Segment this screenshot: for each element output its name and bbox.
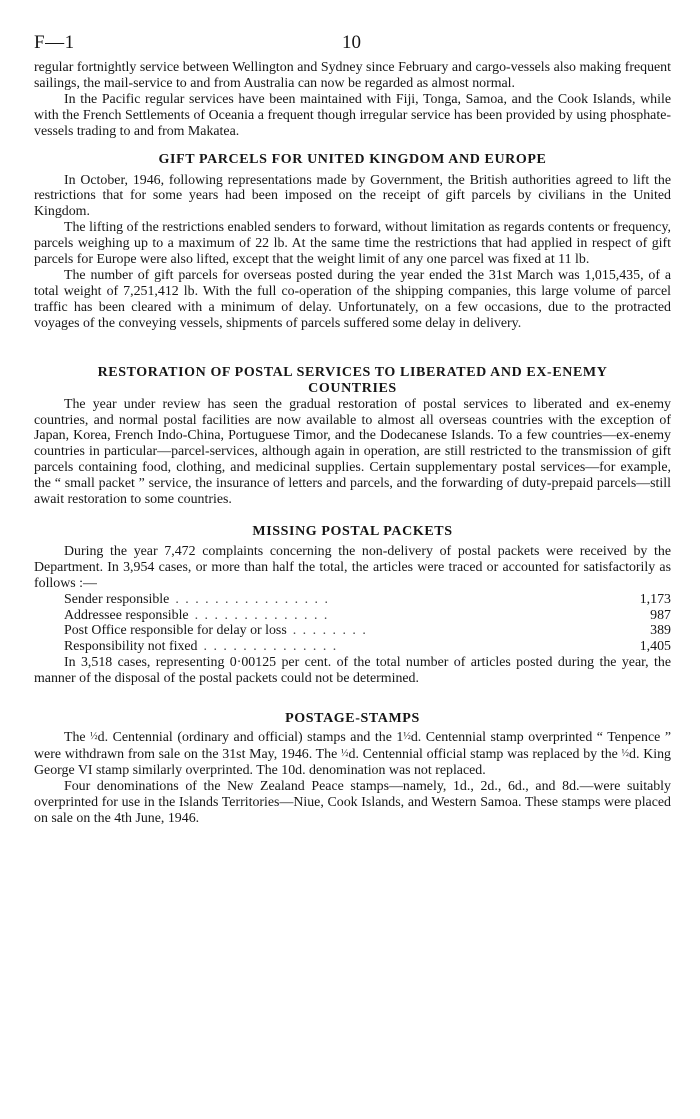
- list-item: [64, 592, 671, 608]
- item-value: 389: [650, 623, 671, 639]
- paragraph: The lifting of the restrictions enabled senders to forward, without limitation as regards contents or frequency, parcels weighing up to a maximum of 22 lb. At the same time the restrictions that had applied in respect of gift parcels for Europe were also lifted, except that the weight limit of any one parcel was fixed at 11 lb.: [34, 220, 671, 268]
- text-run: d. King George VI stamp similarly overprinted. The 10d. denomination was not replaced.: [34, 747, 671, 778]
- item-value: 987: [650, 607, 671, 623]
- section-heading-postage-stamps: POSTAGE-STAMPS: [285, 711, 420, 727]
- heading-line: COUNTRIES: [308, 380, 397, 396]
- paragraph: In October, 1946, following representations made by Government, the British authorities agreed to lift the restrictions that for some years had been imposed on the receipt of gift parcels by civilians in the United Kingdom.: [34, 172, 671, 220]
- fraction-half: ½: [90, 731, 98, 743]
- paragraph: In the Pacific regular services have been maintained with Fiji, Tonga, Samoa, and the Cook Islands, while with the French Settlements of Oceania a frequent though irregular service has been provided by using phosphate-vessels trading to and from Makatea.: [34, 91, 671, 139]
- paragraph: During the year 7,472 complaints concerning the non-delivery of postal packets were received by the Department. In 3,954 cases, or more than half the total, the articles were traced or accounted for satisfactorily as follows :—: [34, 543, 671, 591]
- list-item: [64, 639, 671, 655]
- list-item: [64, 623, 671, 639]
- item-label: Sender responsible: [64, 591, 170, 607]
- paragraph: regular fortnightly service between Wellington and Sydney since February and cargo-vessels also making frequent sailings, the mail-service to and from Australia can now be regarded as almost normal.: [34, 60, 671, 91]
- page-header: [34, 0, 671, 60]
- paragraph: The year under review has seen the gradual restoration of postal services to liberated and ex-enemy countries, and normal postal facilities are now available to almost all overseas countries with the exception of Japan, Korea, French Indo-China, Portuguese Timor, and the Dodecanese Islands. To a few countries—ex-enemy countries in particular—parcel-services, although again in operation, are still restricted to the transmission of gift parcels containing food, clothing, and medicinal supplies. Certain supplementary postal services—for example, the “ small packet ” service, the insurance of letters and parcels, and the forwarding of duty-prepaid parcels—still await restoration to some countries.: [34, 396, 671, 508]
- leader-dots: . . . . . . . . . . . . . .: [194, 607, 329, 623]
- paragraph: In 3,518 cases, representing 0·00125 per cent. of the total number of articles posted during the year, the manner of the disposal of the postal packets could not be determined.: [34, 655, 671, 687]
- page-number: 10: [342, 32, 361, 53]
- paragraph: [34, 729, 671, 779]
- fraction-half: ½: [341, 748, 349, 759]
- item-label: Addressee responsible: [64, 607, 189, 623]
- text-run: d. Centennial (ordinary and official) stamps and the 1: [97, 730, 404, 746]
- document-reference: F—1: [34, 32, 75, 53]
- text-run: d. Centennial official stamp was replaced by the: [348, 747, 622, 762]
- paragraph: The number of gift parcels for overseas posted during the year ended the 31st March was 1,015,435, of a total weight of 7,251,412 lb. With the full co-operation of the shipping companies, this large volume of parcel traffic has been cleared with a minimum of delay. Unfortunately, on a few occasions, due to the protracted voyages of the conveying vessels, shipments of parcels suffered some delay in delivery.: [34, 267, 671, 331]
- section-heading-restoration: [34, 365, 671, 397]
- heading-line: RESTORATION OF POSTAL SERVICES TO LIBERATED AND EX-ENEMY: [97, 364, 608, 380]
- responsibility-list: [64, 592, 671, 656]
- text-run: The: [64, 730, 91, 746]
- section-heading-gift-parcels: GIFT PARCELS FOR UNITED KINGDOM AND EUROPE: [158, 151, 547, 167]
- leader-dots: . . . . . . . .: [292, 623, 368, 639]
- fraction-half: ½: [403, 731, 411, 743]
- fraction-half: ½: [621, 748, 630, 759]
- section-heading-missing-packets: MISSING POSTAL PACKETS: [252, 523, 453, 539]
- item-value: 1,173: [639, 591, 671, 607]
- item-value: 1,405: [639, 639, 671, 655]
- leader-dots: . . . . . . . . . . . . . . . .: [175, 591, 330, 607]
- item-label: Post Office responsible for delay or loss: [64, 623, 287, 639]
- list-item: [64, 608, 671, 624]
- leader-dots: . . . . . . . . . . . . . .: [203, 639, 338, 655]
- item-label: Responsibility not fixed: [64, 639, 198, 655]
- paragraph: Four denominations of the New Zealand Peace stamps—namely, 1d., 2d., 6d., and 8d.—were suitably overprinted for use in the Islands Territories—Niue, Cook Islands, and Western Samoa. These stamps were placed on sale on the 4th June, 1946.: [34, 778, 671, 826]
- text-run: d. Centennial stamp overprinted “ Tenpence ” were withdrawn from sale on the 31st May, 1946. The: [34, 730, 671, 762]
- document-body: [34, 60, 671, 827]
